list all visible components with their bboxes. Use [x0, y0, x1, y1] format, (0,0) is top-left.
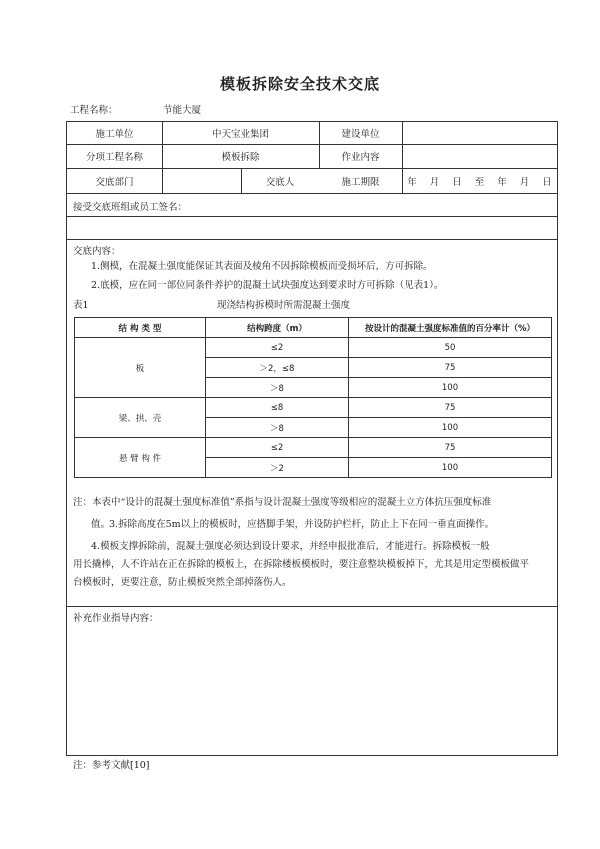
content-item-2: 2.底模，应在同一部位同条件养护的混凝土试块强度达到要求时方可拆除（见表1）。	[91, 280, 444, 291]
content-item-3: 3.拆除高度在5m以上的模板时，应搭脚手架，并设防护栏杆，防止上下在同一垂直面操作。	[109, 519, 495, 530]
disclosure-department-value[interactable]	[162, 168, 241, 193]
table-label: 表1	[73, 300, 89, 311]
supplement-label: 补充作业指导内容：	[73, 613, 159, 624]
table-header-cell: 结构跨度（m）	[206, 318, 349, 338]
table-note: 注：本表中“设计的混凝土强度标准值”系指与设计混凝土强度等级相应的混凝土立方体抗压强度标准	[73, 497, 492, 508]
disclosure-form	[66, 121, 558, 756]
subproject-name-label: 分项工程名称	[85, 152, 143, 163]
formwork-strength-table	[74, 317, 552, 478]
content-item-1: 1.侧模，在混凝土强度能保证其表面及棱角不因拆除模板而受损坏后，方可拆除。	[91, 261, 433, 272]
project-name-label: 工程名称：	[70, 105, 118, 116]
table-row	[75, 398, 552, 418]
table-row	[75, 338, 552, 358]
table-header-row	[75, 318, 552, 338]
work-content-label: 作业内容	[341, 152, 380, 163]
structure-type-cell: 板	[75, 338, 206, 398]
construction-unit-value: 中天宝业集团	[211, 129, 269, 140]
span-cell: ≤8	[206, 398, 349, 418]
construction-unit-label: 施工单位	[95, 129, 134, 140]
percent-cell: 75	[349, 398, 552, 418]
span-cell: ＞2	[206, 458, 349, 478]
span-cell: ＞2，≤8	[206, 358, 349, 378]
percent-cell: 100	[349, 458, 552, 478]
table-header-cell: 按设计的混凝土强度标准值的百分率计（%）	[349, 318, 552, 338]
span-cell: ＞8	[206, 378, 349, 398]
signature-label: 接受交底班组或员工签名：	[73, 202, 188, 213]
content-item-4-line1: 4.模板支撑拆除前，混凝土强度必须达到设计要求，并经申报批准后，才能进行。拆除模板一般	[91, 541, 490, 552]
content-item-4-line3: 台模板时，更要注意，防止模板突然全部掉落伤人。	[73, 577, 292, 588]
subproject-name-value: 模板拆除	[221, 152, 260, 163]
percent-cell: 100	[349, 378, 552, 398]
table-row	[75, 438, 552, 458]
construction-period-label: 施工期限	[341, 176, 380, 188]
client-unit-value[interactable]	[402, 122, 557, 144]
construction-period-date[interactable]: 年 月 日 至 年 月 日	[407, 176, 552, 188]
document-title: 模板拆除安全技术交底	[219, 75, 380, 93]
reference-footnote: 注：参考文献[10]	[73, 760, 150, 771]
structure-type-cell: 悬 臂 构 件	[75, 438, 206, 478]
table-note-continued: 值。	[91, 519, 111, 530]
client-unit-label: 建设单位	[341, 129, 380, 140]
discloser-label: 交底人	[265, 176, 295, 188]
span-cell: ≤2	[206, 338, 349, 358]
percent-cell: 75	[349, 438, 552, 458]
percent-cell: 100	[349, 418, 552, 438]
structure-type-cell: 梁、拱、壳	[75, 398, 206, 438]
project-name-value: 节能大厦	[163, 105, 202, 116]
table-title: 现浇结构拆模时所需混凝土强度	[217, 300, 351, 311]
percent-cell: 75	[349, 358, 552, 378]
span-cell: ＞8	[206, 418, 349, 438]
content-item-4-line2: 用长撬棒，人不许站在正在拆除的模板上，在拆除楼板模板时，要注意整块模板掉下，尤其是用定型模板做平	[73, 559, 530, 570]
work-content-value[interactable]	[402, 144, 557, 168]
disclosure-department-label: 交底部门	[95, 176, 134, 188]
content-heading: 交底内容：	[73, 246, 121, 257]
supplement-area[interactable]	[68, 622, 556, 752]
table-header-cell: 结 构 类 型	[75, 318, 206, 338]
span-cell: ≤2	[206, 438, 349, 458]
percent-cell: 50	[349, 338, 552, 358]
